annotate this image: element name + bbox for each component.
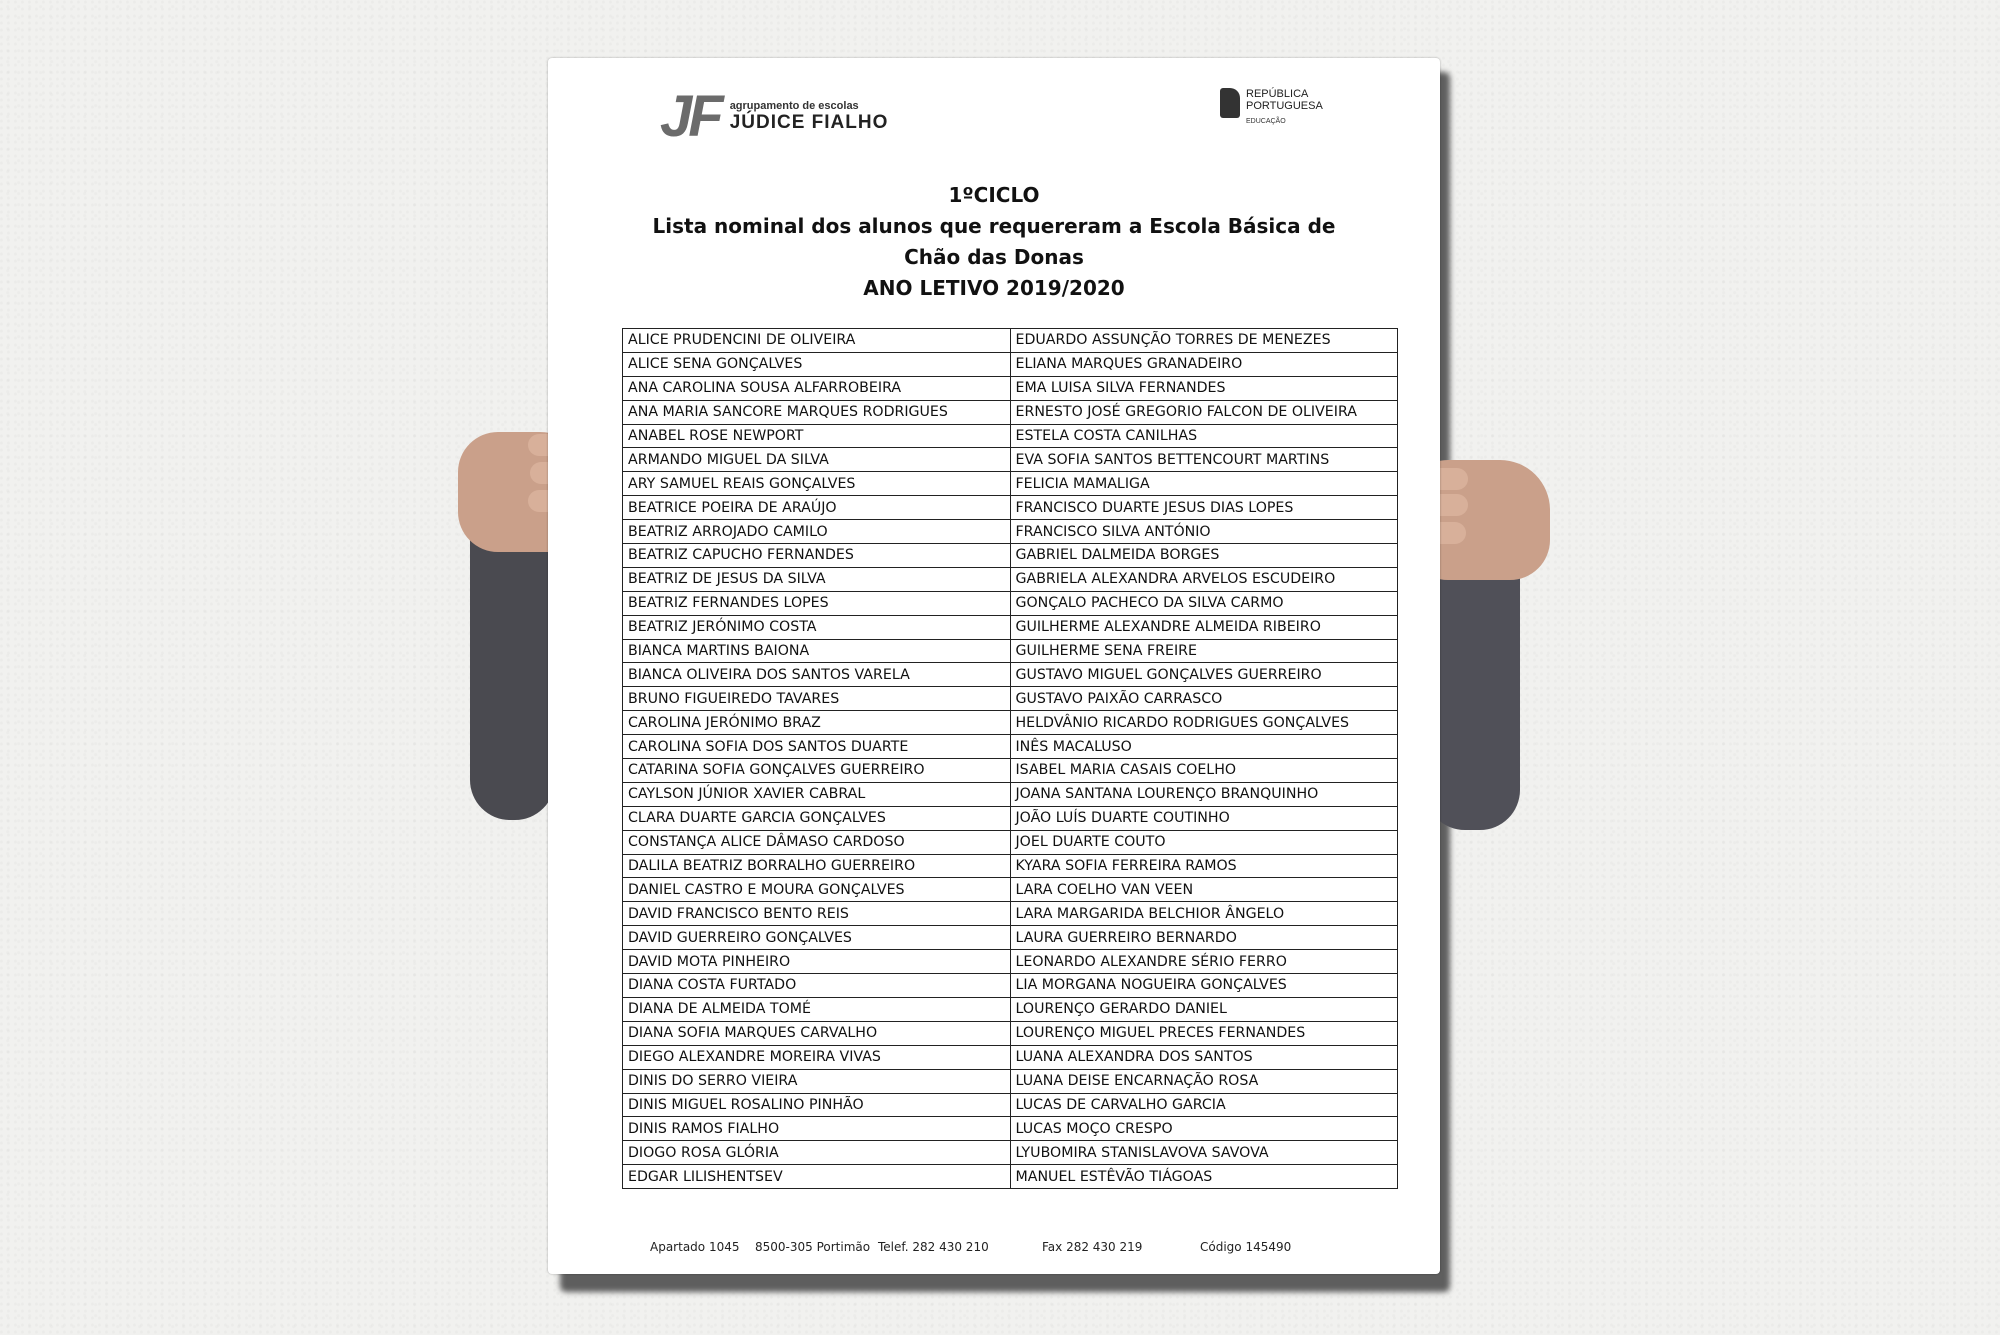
name-cell-right: ESTELA COSTA CANILHAS <box>1010 424 1398 448</box>
name-cell-left: BEATRIZ JERÓNIMO COSTA <box>623 615 1011 639</box>
school-prefix: agrupamento de escolas <box>729 100 859 112</box>
name-cell-right: FELICIA MAMALIGA <box>1010 472 1398 496</box>
government-logo <box>1220 88 1323 128</box>
table-row <box>623 1093 1398 1117</box>
name-cell-left: ANABEL ROSE NEWPORT <box>623 424 1011 448</box>
name-cell-right: LEONARDO ALEXANDRE SÉRIO FERRO <box>1010 950 1398 974</box>
table-row <box>623 735 1398 759</box>
name-cell-left: DAVID MOTA PINHEIRO <box>623 950 1011 974</box>
table-row <box>623 376 1398 400</box>
name-cell-left: DANIEL CASTRO E MOURA GONÇALVES <box>623 878 1011 902</box>
name-cell-right: EVA SOFIA SANTOS BETTENCOURT MARTINS <box>1010 448 1398 472</box>
name-cell-right: KYARA SOFIA FERREIRA RAMOS <box>1010 854 1398 878</box>
table-row <box>623 854 1398 878</box>
table-row <box>623 1045 1398 1069</box>
republic-emblem-icon <box>1220 88 1240 118</box>
title-line-2: Lista nominal dos alunos que requereram a Escola Básica de <box>652 214 1336 238</box>
name-cell-left: CAYLSON JÚNIOR XAVIER CABRAL <box>623 782 1011 806</box>
name-cell-right: HELDVÂNIO RICARDO RODRIGUES GONÇALVES <box>1010 711 1398 735</box>
table-row <box>623 1117 1398 1141</box>
name-cell-left: CAROLINA JERÓNIMO BRAZ <box>623 711 1011 735</box>
name-cell-right: EDUARDO ASSUNÇÃO TORRES DE MENEZES <box>1010 329 1398 353</box>
name-cell-left: DIEGO ALEXANDRE MOREIRA VIVAS <box>623 1045 1011 1069</box>
table-row <box>623 878 1398 902</box>
name-cell-left: BEATRIZ DE JESUS DA SILVA <box>623 567 1011 591</box>
title-line-3: Chão das Donas <box>904 245 1084 269</box>
table-row <box>623 997 1398 1021</box>
gov-sub: EDUCAÇÃO <box>1246 118 1286 125</box>
footer-phone: Telef. 282 430 210 <box>878 1240 989 1254</box>
school-logo <box>660 84 889 149</box>
name-cell-right: GONÇALO PACHECO DA SILVA CARMO <box>1010 591 1398 615</box>
document-sheet <box>548 58 1440 1274</box>
name-cell-right: JOEL DUARTE COUTO <box>1010 830 1398 854</box>
name-cell-left: ARMANDO MIGUEL DA SILVA <box>623 448 1011 472</box>
table-row <box>623 472 1398 496</box>
table-row <box>623 687 1398 711</box>
table-row <box>623 567 1398 591</box>
name-cell-right: INÊS MACALUSO <box>1010 735 1398 759</box>
table-row <box>623 663 1398 687</box>
footer-postal: 8500-305 Portimão <box>755 1240 871 1254</box>
table-row <box>623 424 1398 448</box>
table-row <box>623 639 1398 663</box>
table-row <box>623 615 1398 639</box>
name-cell-right: LOURENÇO MIGUEL PRECES FERNANDES <box>1010 1021 1398 1045</box>
name-cell-left: DINIS RAMOS FIALHO <box>623 1117 1011 1141</box>
name-cell-right: JOANA SANTANA LOURENÇO BRANQUINHO <box>1010 782 1398 806</box>
table-row <box>623 806 1398 830</box>
name-cell-left: CLARA DUARTE GARCIA GONÇALVES <box>623 806 1011 830</box>
table-row <box>623 591 1398 615</box>
table-row <box>623 520 1398 544</box>
name-cell-left: BEATRIZ CAPUCHO FERNANDES <box>623 544 1011 568</box>
name-cell-left: DAVID GUERREIRO GONÇALVES <box>623 926 1011 950</box>
name-cell-left: DINIS DO SERRO VIEIRA <box>623 1069 1011 1093</box>
table-row <box>623 448 1398 472</box>
name-cell-right: LARA MARGARIDA BELCHIOR ÂNGELO <box>1010 902 1398 926</box>
table-row <box>623 1021 1398 1045</box>
name-cell-left: DAVID FRANCISCO BENTO REIS <box>623 902 1011 926</box>
name-cell-right: GUSTAVO PAIXÃO CARRASCO <box>1010 687 1398 711</box>
name-cell-right: GABRIEL DALMEIDA BORGES <box>1010 544 1398 568</box>
name-cell-left: CONSTANÇA ALICE DÂMASO CARDOSO <box>623 830 1011 854</box>
table-row <box>623 352 1398 376</box>
document-title <box>548 180 1440 304</box>
name-cell-left: ALICE PRUDENCINI DE OLIVEIRA <box>623 329 1011 353</box>
name-cell-right: EMA LUISA SILVA FERNANDES <box>1010 376 1398 400</box>
title-line-1: 1ºCICLO <box>948 183 1040 207</box>
table-row <box>623 544 1398 568</box>
name-cell-right: LUCAS DE CARVALHO GARCIA <box>1010 1093 1398 1117</box>
table-row <box>623 974 1398 998</box>
name-cell-right: FRANCISCO DUARTE JESUS DIAS LOPES <box>1010 496 1398 520</box>
name-cell-right: GUILHERME SENA FREIRE <box>1010 639 1398 663</box>
student-names-table <box>622 328 1398 1189</box>
table-row <box>623 711 1398 735</box>
name-cell-right: ELIANA MARQUES GRANADEIRO <box>1010 352 1398 376</box>
gov-line2: PORTUGUESA <box>1246 100 1323 112</box>
jf-logo-mark: JF <box>660 84 720 149</box>
name-cell-right: LIA MORGANA NOGUEIRA GONÇALVES <box>1010 974 1398 998</box>
name-cell-left: ALICE SENA GONÇALVES <box>623 352 1011 376</box>
name-cell-right: FRANCISCO SILVA ANTÓNIO <box>1010 520 1398 544</box>
name-cell-right: LARA COELHO VAN VEEN <box>1010 878 1398 902</box>
name-cell-right: GUSTAVO MIGUEL GONÇALVES GUERREIRO <box>1010 663 1398 687</box>
title-line-4: ANO LETIVO 2019/2020 <box>863 276 1125 300</box>
footer-fax: Fax 282 430 219 <box>1042 1240 1143 1254</box>
table-row <box>623 926 1398 950</box>
name-cell-left: DALILA BEATRIZ BORRALHO GUERREIRO <box>623 854 1011 878</box>
name-cell-left: BEATRIZ FERNANDES LOPES <box>623 591 1011 615</box>
name-cell-left: BRUNO FIGUEIREDO TAVARES <box>623 687 1011 711</box>
table-row <box>623 759 1398 783</box>
name-cell-left: DIANA COSTA FURTADO <box>623 974 1011 998</box>
name-cell-right: LAURA GUERREIRO BERNARDO <box>1010 926 1398 950</box>
name-cell-left: ARY SAMUEL REAIS GONÇALVES <box>623 472 1011 496</box>
name-cell-left: EDGAR LILISHENTSEV <box>623 1165 1011 1189</box>
name-cell-left: BIANCA OLIVEIRA DOS SANTOS VARELA <box>623 663 1011 687</box>
footer-code: Código 145490 <box>1200 1240 1292 1254</box>
name-cell-left: ANA MARIA SANCORE MARQUES RODRIGUES <box>623 400 1011 424</box>
name-cell-right: GUILHERME ALEXANDRE ALMEIDA RIBEIRO <box>1010 615 1398 639</box>
table-row <box>623 400 1398 424</box>
gov-line1: REPÚBLICA <box>1246 88 1309 100</box>
name-cell-left: BEATRICE POEIRA DE ARAÚJO <box>623 496 1011 520</box>
name-cell-left: BIANCA MARTINS BAIONA <box>623 639 1011 663</box>
table-row <box>623 496 1398 520</box>
table-row <box>623 782 1398 806</box>
name-cell-left: DIOGO ROSA GLÓRIA <box>623 1141 1011 1165</box>
name-cell-right: GABRIELA ALEXANDRA ARVELOS ESCUDEIRO <box>1010 567 1398 591</box>
name-cell-right: LYUBOMIRA STANISLAVOVA SAVOVA <box>1010 1141 1398 1165</box>
name-cell-right: ISABEL MARIA CASAIS COELHO <box>1010 759 1398 783</box>
school-name: JÚDICE FIALHO <box>729 112 889 133</box>
table-row <box>623 830 1398 854</box>
name-cell-left: DIANA SOFIA MARQUES CARVALHO <box>623 1021 1011 1045</box>
footer-address: Apartado 1045 <box>650 1240 740 1254</box>
table-row <box>623 1165 1398 1189</box>
name-cell-left: CATARINA SOFIA GONÇALVES GUERREIRO <box>623 759 1011 783</box>
name-cell-right: LUANA DEISE ENCARNAÇÃO ROSA <box>1010 1069 1398 1093</box>
table-row <box>623 1141 1398 1165</box>
name-cell-left: ANA CAROLINA SOUSA ALFARROBEIRA <box>623 376 1011 400</box>
table-row <box>623 902 1398 926</box>
name-cell-right: LUANA ALEXANDRA DOS SANTOS <box>1010 1045 1398 1069</box>
name-cell-right: LUCAS MOÇO CRESPO <box>1010 1117 1398 1141</box>
name-cell-right: ERNESTO JOSÉ GREGORIO FALCON DE OLIVEIRA <box>1010 400 1398 424</box>
table-row <box>623 1069 1398 1093</box>
table-row <box>623 329 1398 353</box>
name-cell-right: LOURENÇO GERARDO DANIEL <box>1010 997 1398 1021</box>
name-cell-right: MANUEL ESTÊVÃO TIÁGOAS <box>1010 1165 1398 1189</box>
name-cell-left: DINIS MIGUEL ROSALINO PINHÃO <box>623 1093 1011 1117</box>
name-cell-left: CAROLINA SOFIA DOS SANTOS DUARTE <box>623 735 1011 759</box>
name-cell-left: DIANA DE ALMEIDA TOMÉ <box>623 997 1011 1021</box>
name-cell-right: JOÃO LUÍS DUARTE COUTINHO <box>1010 806 1398 830</box>
table-row <box>623 950 1398 974</box>
name-cell-left: BEATRIZ ARROJADO CAMILO <box>623 520 1011 544</box>
